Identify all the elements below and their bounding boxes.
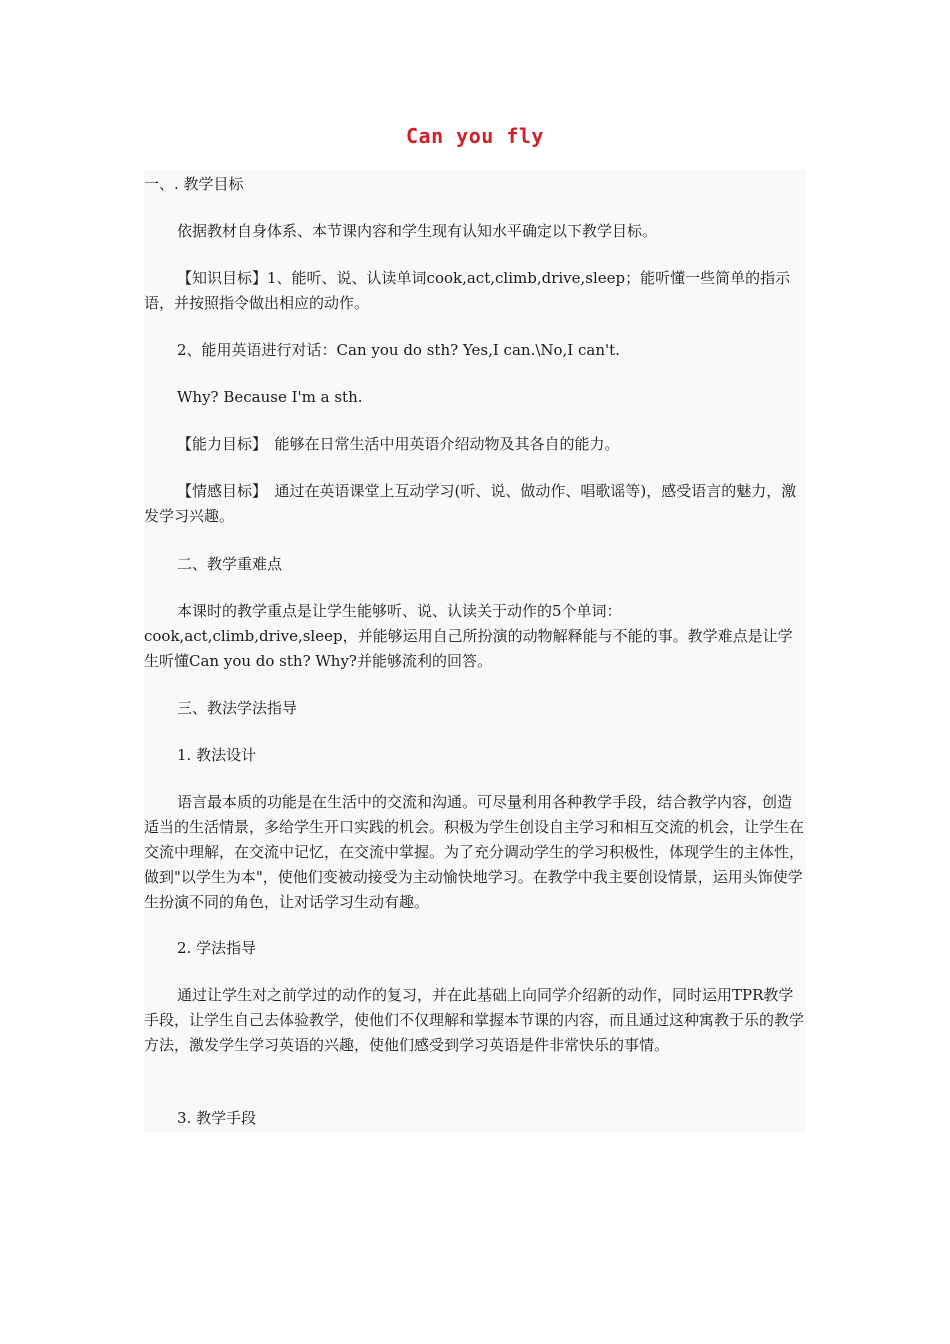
subheading-teaching-means: 3. 教学手段 [177, 1109, 257, 1127]
paragraph-intro: 依据教材自身体系、本节课内容和学生现有认知水平确定以下教学目标。 [177, 222, 658, 240]
document-title: Can you fly [406, 124, 544, 148]
document-body [144, 170, 806, 1132]
paragraph-teaching-design: 语言最本质的功能是在生活中的交流和沟通。可尽量利用各种教学手段，结合教学内容，创造适当的生活情景，多给学生开口实践的机会。积极为学生创设自主学习和相互交流的机会，让学生在交流中理解，在交流中记忆，在交流中掌握。为了充分调动学生的学习积极性，体现学生的主体性，做到"以学生为本"，使他们变被动接受为主动愉快地学习。在教学中我主要创设情景，运用头饰使学生扮演不同的角色，让对话学习生动有趣。 [144, 793, 805, 911]
paragraph-why-because: Why? Because I'm a sth. [177, 388, 363, 406]
section-heading-key-points: 二、教学重难点 [177, 555, 283, 573]
paragraph-emotion-goal: 【情感目标】 通过在英语课堂上互动学习(听、说、做动作、唱歌谣等)，感受语言的魅力，激发学习兴趣。 [144, 482, 797, 525]
subheading-learning-guidance: 2. 学法指导 [177, 939, 257, 957]
subheading-teaching-design: 1. 教法设计 [177, 746, 257, 764]
paragraph-learning-guidance: 通过让学生对之前学过的动作的复习，并在此基础上向同学介绍新的动作，同时运用TPR教学手段，让学生自己去体验教学，使他们不仅理解和掌握本节课的内容，而且通过这种寓教于乐的教学方法，激发学生学习英语的兴趣，使他们感受到学习英语是件非常快乐的事情。 [144, 986, 805, 1054]
section-heading-objectives: 一、. 教学目标 [144, 175, 244, 193]
paragraph-dialogue-goal: 2、能用英语进行对话：Can you do sth? Yes,I can.\No,I can't. [177, 341, 620, 359]
paragraph-ability-goal: 【能力目标】 能够在日常生活中用英语介绍动物及其各自的能力。 [177, 435, 620, 453]
section-heading-methods: 三、教法学法指导 [177, 699, 298, 717]
paragraph-key-points: 本课时的教学重点是让学生能够听、说、认读关于动作的5个单词：cook,act,climb,drive,sleep，并能够运用自己所扮演的动物解释能与不能的事。教学难点是让学生听懂Can you do sth? Why?并能够流利的回答。 [144, 602, 793, 670]
paragraph-knowledge-goal: 【知识目标】1、能听、说、认读单词cook,act,climb,drive,sleep；能听懂一些简单的指示语，并按照指令做出相应的动作。 [144, 269, 791, 312]
